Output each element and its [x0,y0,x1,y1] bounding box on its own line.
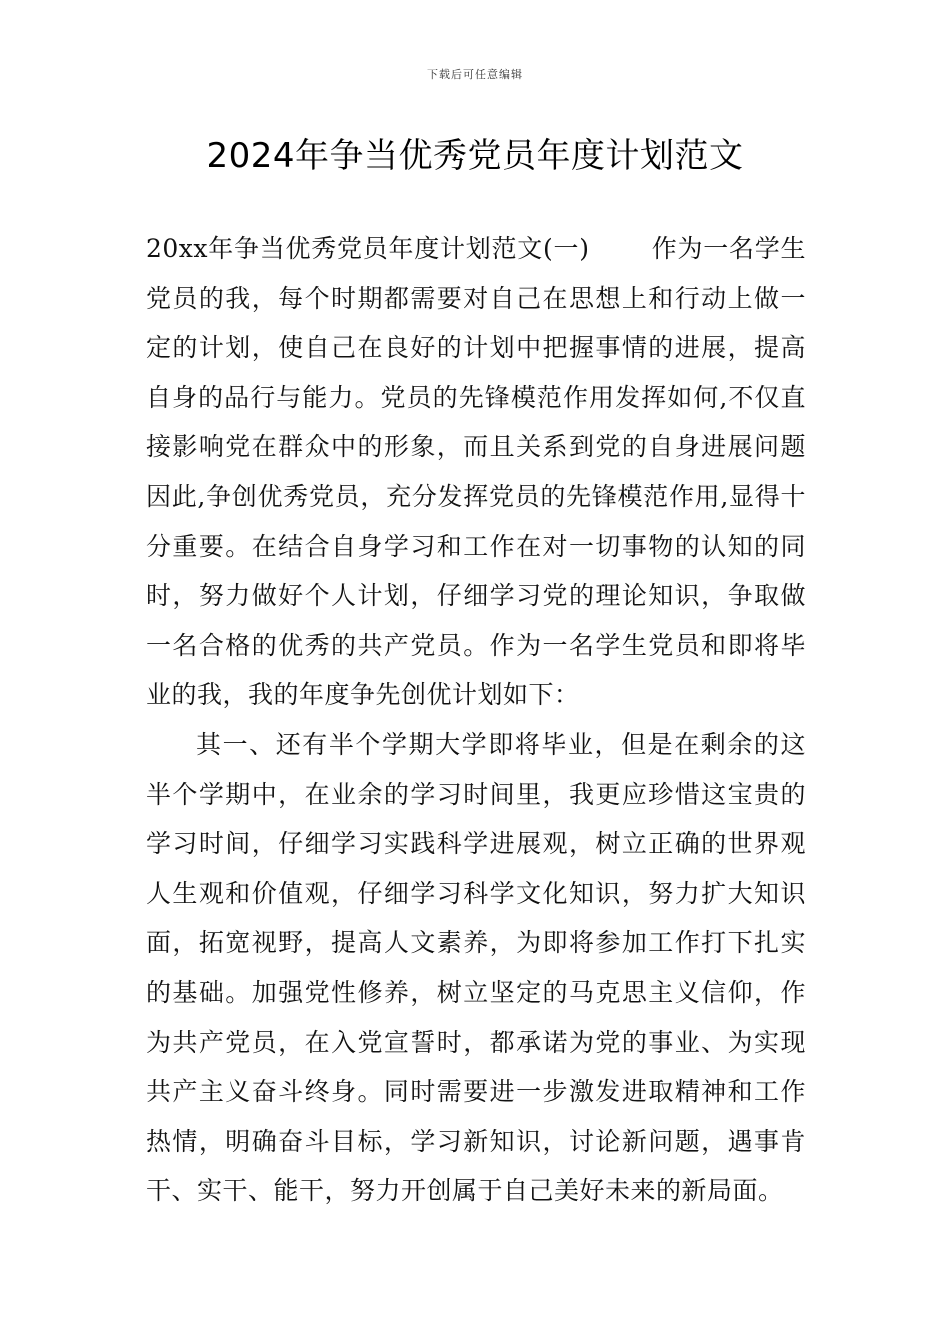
document-body [146,224,806,1216]
paragraph-2: 其一、还有半个学期大学即将毕业，但是在剩余的这半个学期中，在业余的学习时间里，我更应珍惜这宝贵的学习时间，仔细学习实践科学进展观，树立正确的世界观人生观和价值观，仔细学习科学文化知识，努力扩大知识面，拓宽视野，提高人文素养，为即将参加工作打下扎实的基础。加强党性修养，树立坚定的马克思主义信仰，作为共产党员，在入党宣誓时，都承诺为党的事业、为实现共产主义奋斗终身。同时需要进一步激发进取精神和工作热情，明确奋斗目标，学习新知识，讨论新问题，遇事肯干、实干、能干，努力开创属于自己美好未来的新局面。 [146,729,806,1206]
header-note: 下载后可任意编辑 [427,68,523,81]
paragraph-1 [146,224,806,720]
paragraph-1-body: 作为一名学生党员的我，每个时期都需要对自己在思想上和行动上做一定的计划，使自己在良好的计划中把握事情的进展，提高自身的品行与能力。党员的先锋模范作用发挥如何,不仅直接影响党在群众中的形象，而且关系到党的自身进展问题因此,争创优秀党员，充分发挥党员的先锋模范作用,显得十分重要。在结合自身学习和工作在对一切事物的认知的同时，努力做好个人计划，仔细学习党的理论知识，争取做一名合格的优秀的共产党员。作为一名学生党员和即将毕业的我，我的年度争先创优计划如下： [146,234,806,710]
paragraph-1-lead: 20xx年争当优秀党员年度计划范文(一) [146,234,590,263]
document-title: 2024年争当优秀党员年度计划范文 [206,136,744,176]
